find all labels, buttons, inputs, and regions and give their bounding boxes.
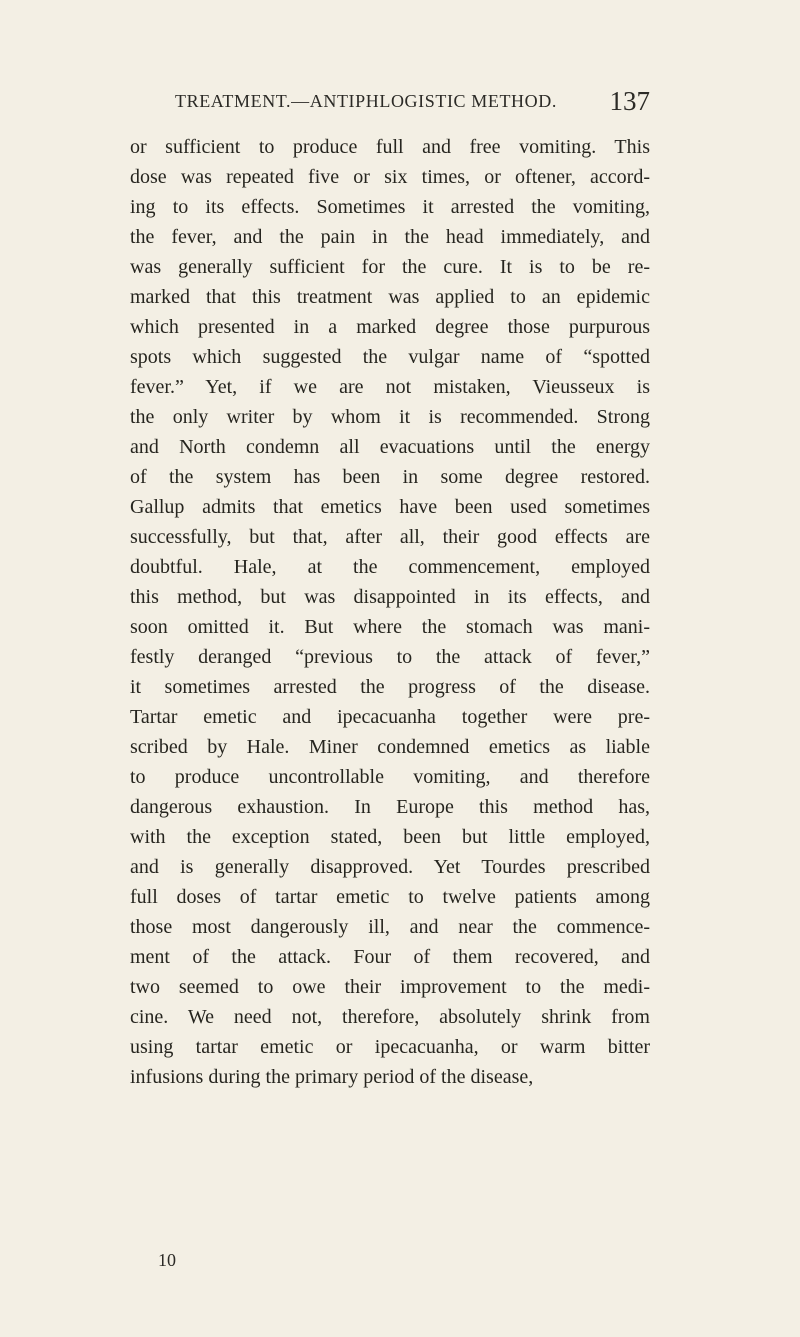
text-line: was generally sufficient for the cure. It is to be re- [130,256,650,278]
text-line: the fever, and the pain in the head immediately, and [130,226,650,248]
text-line: soon omitted it. But where the stomach was mani- [130,616,650,638]
text-line: scribed by Hale. Miner condemned emetics as liable [130,736,650,758]
text-line: spots which suggested the vulgar name of “spotted [130,346,650,368]
running-title: TREATMENT.—ANTIPHLOGISTIC METHOD. [175,91,557,111]
text-line: with the exception stated, been but little employed, [130,826,650,848]
text-line: Tartar emetic and ipecacuanha together were pre- [130,706,650,728]
text-line: marked that this treatment was applied to an epidemic [130,286,650,308]
text-line: ment of the attack. Four of them recovered, and [130,946,650,968]
body-text [130,132,650,1092]
text-line: those most dangerously ill, and near the commence- [130,916,650,938]
text-line: doubtful. Hale, at the commencement, employed [130,556,650,578]
page-number: 137 [609,86,650,116]
text-line: successfully, but that, after all, their good effects are [130,526,650,548]
text-line: Gallup admits that emetics have been used sometimes [130,496,650,518]
text-line: fever.” Yet, if we are not mistaken, Vieusseux is [130,376,650,398]
text-line: two seemed to owe their improvement to the medi- [130,976,650,998]
text-line: and North condemn all evacuations until the energy [130,436,650,458]
text-line: infusions during the primary period of the disease, [130,1066,534,1088]
text-line: dangerous exhaustion. In Europe this method has, [130,796,650,818]
text-line: ing to its effects. Sometimes it arrested the vomiting, [130,196,650,218]
running-header [175,86,650,116]
text-line: using tartar emetic or ipecacuanha, or warm bitter [130,1036,650,1058]
text-line: this method, but was disappointed in its effects, and [130,586,650,608]
text-line: and is generally disapproved. Yet Tourdes prescribed [130,856,650,878]
text-line: or sufficient to produce full and free vomiting. This [130,136,650,158]
text-line: cine. We need not, therefore, absolutely shrink from [130,1006,650,1028]
signature-mark: 10 [158,1250,176,1270]
text-line: of the system has been in some degree restored. [130,466,650,488]
text-line: festly deranged “previous to the attack of fever,” [130,646,650,668]
text-line: dose was repeated five or six times, or oftener, accord- [130,166,650,188]
text-line: full doses of tartar emetic to twelve patients among [130,886,650,908]
text-line: the only writer by whom it is recommended. Strong [130,406,650,428]
text-line: it sometimes arrested the progress of the disease. [130,676,650,698]
text-line: to produce uncontrollable vomiting, and therefore [130,766,650,788]
text-line: which presented in a marked degree those purpurous [130,316,650,338]
